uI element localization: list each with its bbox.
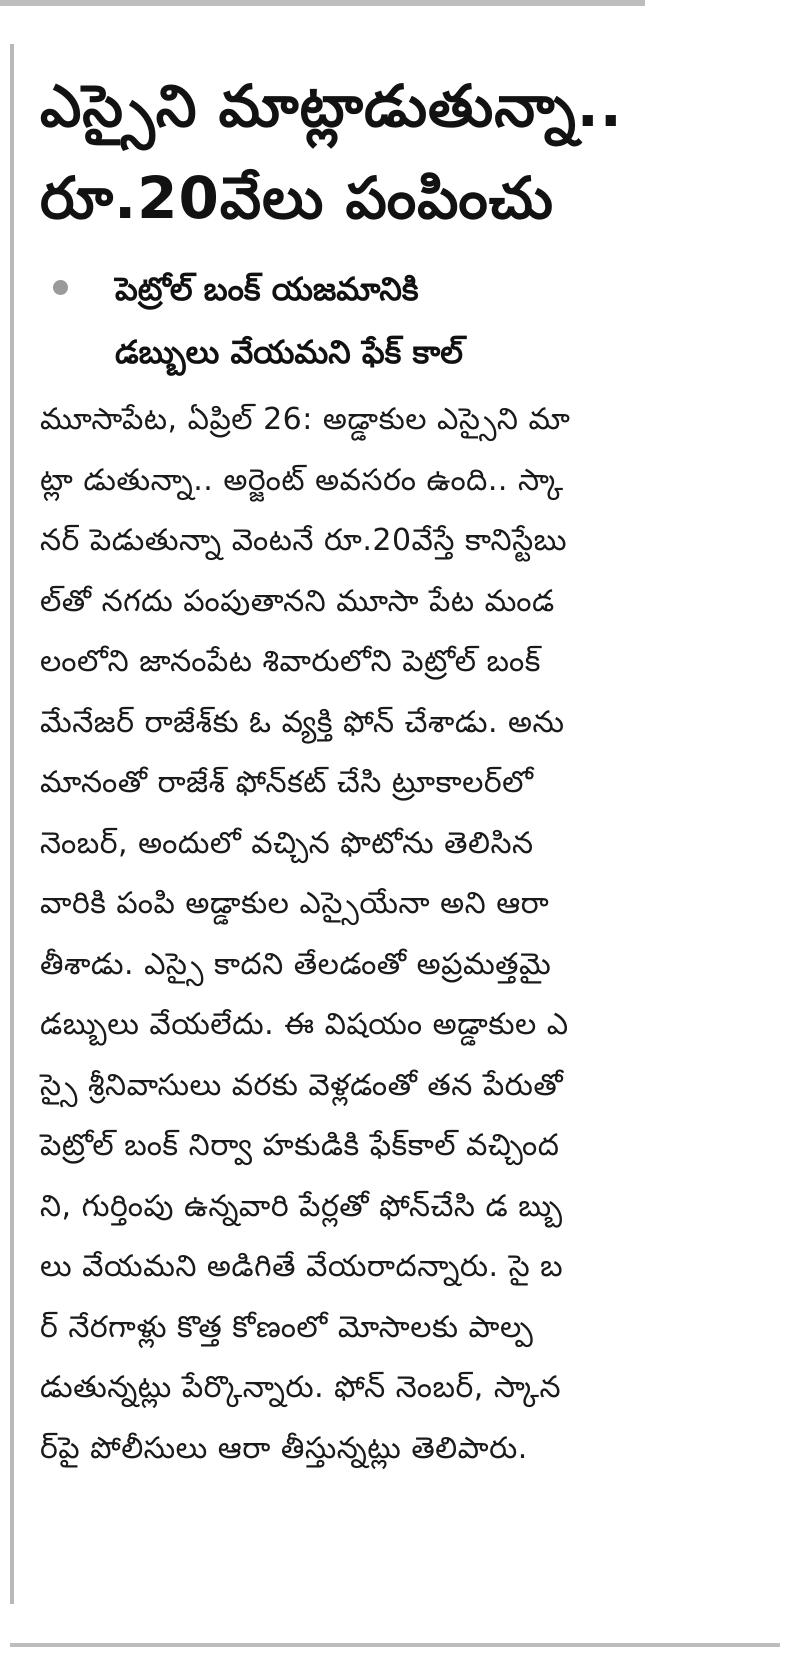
left-column-rule: [10, 44, 14, 1604]
body-line: మూసాపేట, ఏప్రిల్ 26: అడ్డాకుల ఎస్సైని మా: [40, 402, 571, 437]
body-line: పెట్రోల్ బంక్ నిర్వా హకుడికి ఫేక్‌కాల్ వచ్చింద: [40, 1128, 560, 1163]
body-line: ర్‌పై పోలీసులు ఆరా తీస్తున్నట్లు తెలిపారు.: [40, 1430, 528, 1466]
subheadline-line: పెట్రోల్ బంక్ యజమానికి: [115, 270, 419, 308]
body-line: ట్లా డుతున్నా.. అర్జెంట్ అవసరం ఉంది.. స్కా: [40, 462, 564, 498]
article-body: [40, 390, 780, 1479]
body-line: డబ్బులు వేయలేదు. ఈ విషయం అడ్డాకుల ఎ: [40, 1007, 569, 1042]
news-article: [40, 60, 780, 1479]
subheadline: [40, 258, 780, 384]
headline-line: రూ.20వేలు పంపించు: [40, 164, 554, 232]
body-line: వారికి పంపి అడ్డాకుల ఎస్సైయేనా అని ఆరా: [40, 886, 550, 921]
body-line: లు వేయమని అడిగితే వేయరాదన్నారు. సై బ: [40, 1249, 564, 1284]
body-line: తీశాడు. ఎస్సై కాదని తేలడంతో అప్రమత్తమై: [40, 946, 552, 982]
body-line: స్సై శ్రీనివాసులు వరకు వెళ్లడంతో తన పేరుతో: [40, 1067, 564, 1103]
top-rule: [0, 0, 645, 6]
body-line: డుతున్నట్లు పేర్కొన్నారు. ఫోన్ నెంబర్, స్కాన: [40, 1370, 562, 1405]
body-line: ల్‌తో నగదు పంపుతానని మూసా పేట మండ: [40, 583, 555, 619]
body-line: లంలోని జానంపేట శివారులోని పెట్రోల్ బంక్: [40, 644, 541, 679]
bullet-dot-icon: [53, 280, 68, 295]
body-line: మానంతో రాజేశ్ ఫోన్‌కట్ చేసి ట్రూకాలర్‌లో: [40, 765, 534, 800]
bottom-rule: [10, 1643, 780, 1647]
body-line: ర్ నేరగాళ్లు కొత్త కోణంలో మోసాలకు పాల్ప: [40, 1309, 534, 1345]
body-line: నెంబర్, అందులో వచ్చిన ఫొటోను తెలిసిన: [40, 825, 534, 861]
subheadline-line: డబ్బులు వేయమని ఫేక్ కాల్: [115, 333, 463, 371]
body-line: ని, గుర్తింపు ఉన్నవారి పేర్లతో ఫోన్‌చేసి డ బ్బు: [40, 1188, 563, 1224]
headline: [40, 60, 780, 244]
body-line: నర్ పెడుతున్నా వెంటనే రూ.20వేస్తే కానిస్టేబు: [40, 523, 568, 558]
body-line: మేనేజర్ రాజేశ్‌కు ఓ వ్యక్తి ఫోన్ చేశాడు. అను: [40, 704, 565, 740]
headline-line: ఎస్సైని మాట్లాడుతున్నా..: [40, 72, 623, 140]
